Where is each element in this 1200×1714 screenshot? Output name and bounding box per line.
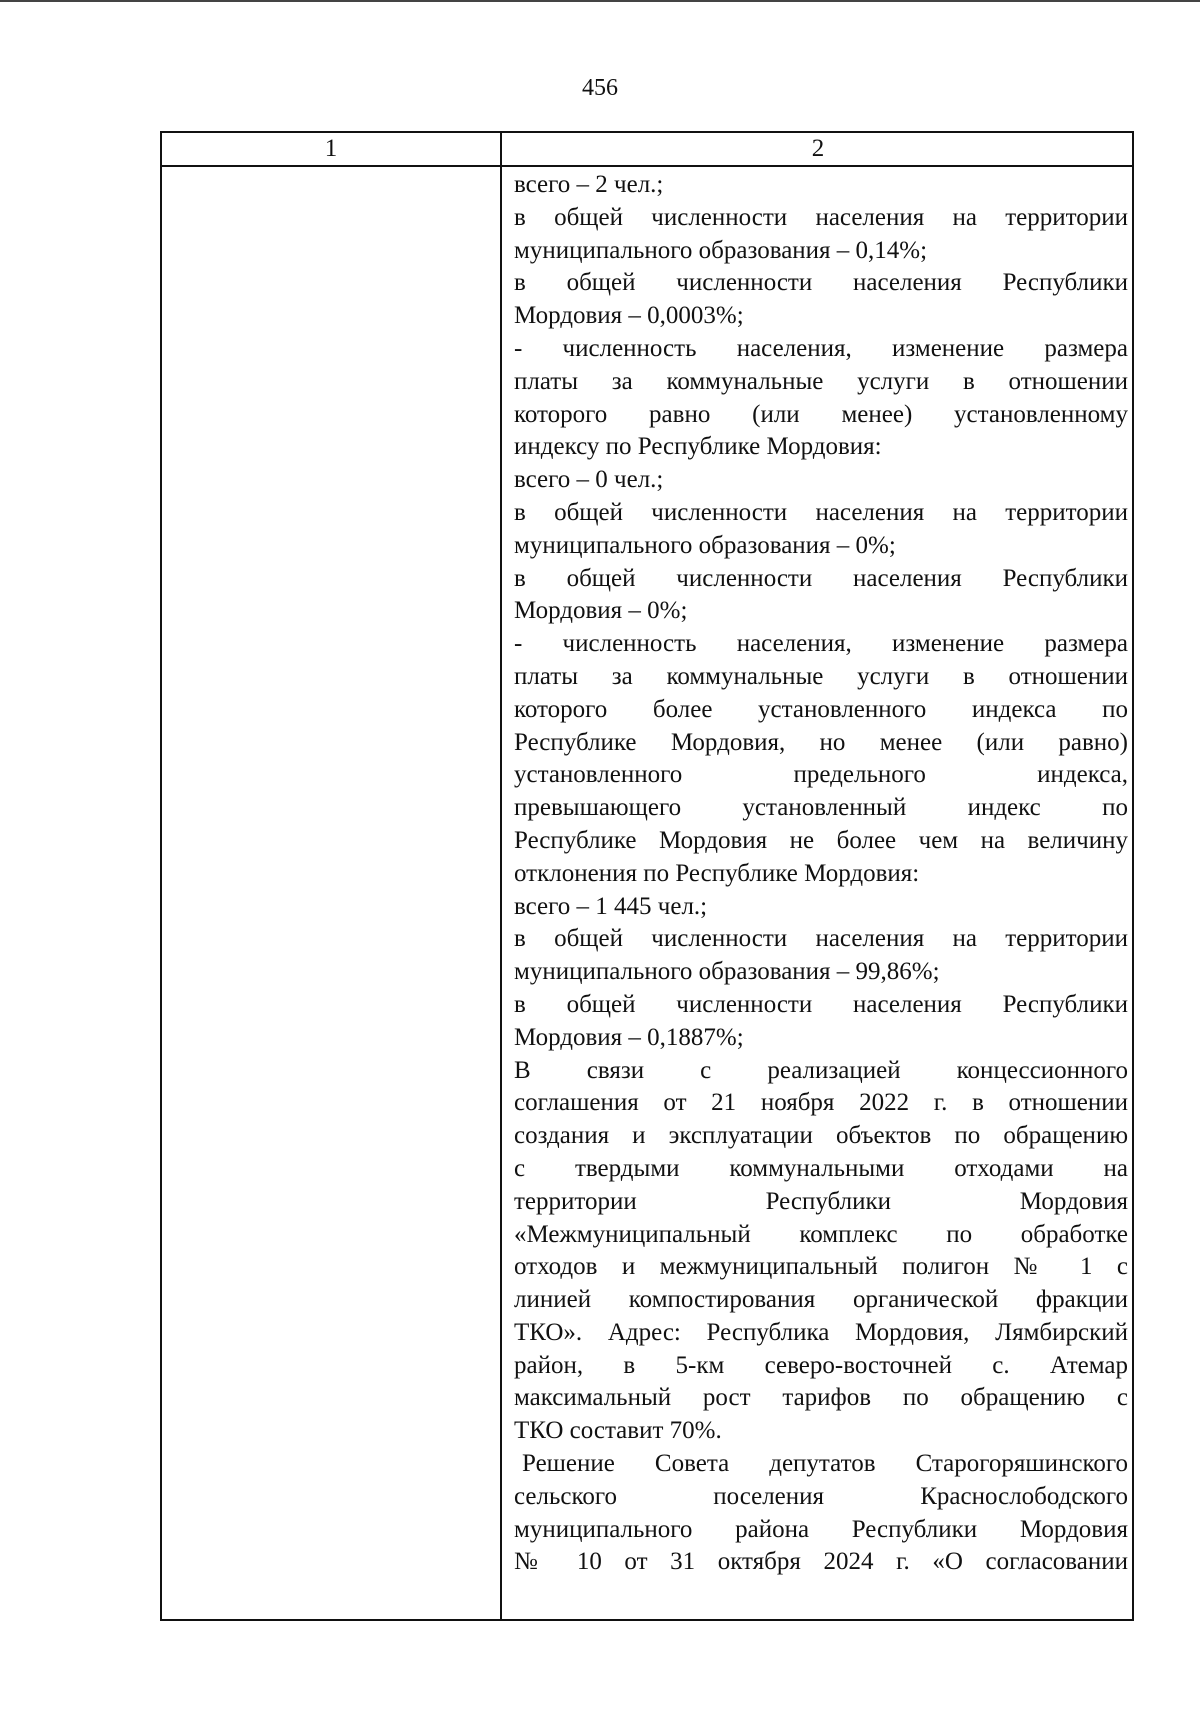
text-line: в общей численности населения Республики — [514, 564, 1128, 592]
text-line: Республике Мордовия не более чем на величину — [514, 826, 1128, 854]
text-line: линией компостирования органической фракции — [514, 1286, 1128, 1314]
text-line: Мордовия – 0%; — [514, 597, 688, 625]
text-line: всего – 1 445 чел.; — [514, 892, 708, 920]
text-line: В связи с реализацией концессионного — [514, 1056, 1128, 1084]
text-line: превышающего установленный индекс по — [514, 794, 1128, 822]
text-line: - численность населения, изменение размера — [514, 334, 1128, 362]
text-line: Мордовия – 0,1887%; — [514, 1023, 744, 1051]
text-line: создания и эксплуатации объектов по обращению — [514, 1122, 1128, 1150]
text-line: муниципального образования – 0,14%; — [514, 236, 928, 264]
text-line: соглашения от 21 ноября 2022 г. в отношении — [514, 1089, 1128, 1117]
text-line: в общей численности населения Республики — [514, 990, 1128, 1018]
text-line: № 10 от 31 октября 2024 г. «О согласовании — [514, 1548, 1128, 1576]
text-line: установленного предельного индекса, — [514, 761, 1128, 789]
text-line: отходов и межмуниципальный полигон № 1 с — [514, 1253, 1128, 1281]
text-line: муниципального образования – 0%; — [514, 531, 896, 559]
text-line: которого более установленного индекса по — [514, 695, 1128, 723]
text-line: сельского поселения Краснослободского — [514, 1482, 1128, 1510]
text-line: территории Республики Мордовия — [514, 1187, 1128, 1215]
header-row-divider — [162, 165, 1132, 167]
text-line: Республике Мордовия, но менее (или равно) — [514, 728, 1128, 756]
text-line: в общей численности населения Республики — [514, 269, 1128, 297]
text-line: отклонения по Республике Мордовия: — [514, 859, 920, 887]
text-line: которого равно (или менее) установленному — [514, 400, 1128, 428]
text-line: всего – 2 чел.; — [514, 171, 664, 198]
text-line: максимальный рост тарифов по обращению с — [514, 1384, 1128, 1412]
text-line: - численность населения, изменение размера — [514, 630, 1128, 658]
column-divider — [500, 133, 502, 1619]
text-line: муниципального района Республики Мордовия — [514, 1515, 1128, 1543]
text-line: индексу по Республике Мордовия: — [514, 433, 882, 461]
column-2-header: 2 — [811, 135, 825, 162]
text-line: в общей численности населения на территории — [514, 925, 1128, 953]
document-table — [160, 131, 1134, 1621]
text-line: в общей численности населения на территории — [514, 203, 1128, 231]
column-1-header: 1 — [324, 135, 338, 162]
text-line: Решение Совета депутатов Старогоряшинского — [522, 1450, 1128, 1478]
text-line: с твердыми коммунальными отходами на — [514, 1154, 1128, 1182]
text-line: ТКО». Адрес: Республика Мордовия, Лямбирский — [514, 1318, 1128, 1346]
top-border-line — [0, 0, 1200, 2]
text-line: ТКО составит 70%. — [514, 1417, 722, 1445]
text-line: муниципального образования – 99,86%; — [514, 958, 940, 986]
text-line: платы за коммунальные услуги в отношении — [514, 662, 1128, 690]
text-line: Мордовия – 0,0003%; — [514, 302, 744, 330]
text-line: в общей численности населения на территории — [514, 498, 1128, 526]
text-line: платы за коммунальные услуги в отношении — [514, 367, 1128, 395]
text-line: «Межмуниципальный комплекс по обработке — [514, 1220, 1128, 1248]
column-2-cell-text — [514, 169, 1128, 1579]
text-line: всего – 0 чел.; — [514, 466, 664, 494]
text-line: район, в 5-км северо-восточней с. Атемар — [514, 1351, 1128, 1379]
page-number: 456 — [582, 75, 618, 101]
